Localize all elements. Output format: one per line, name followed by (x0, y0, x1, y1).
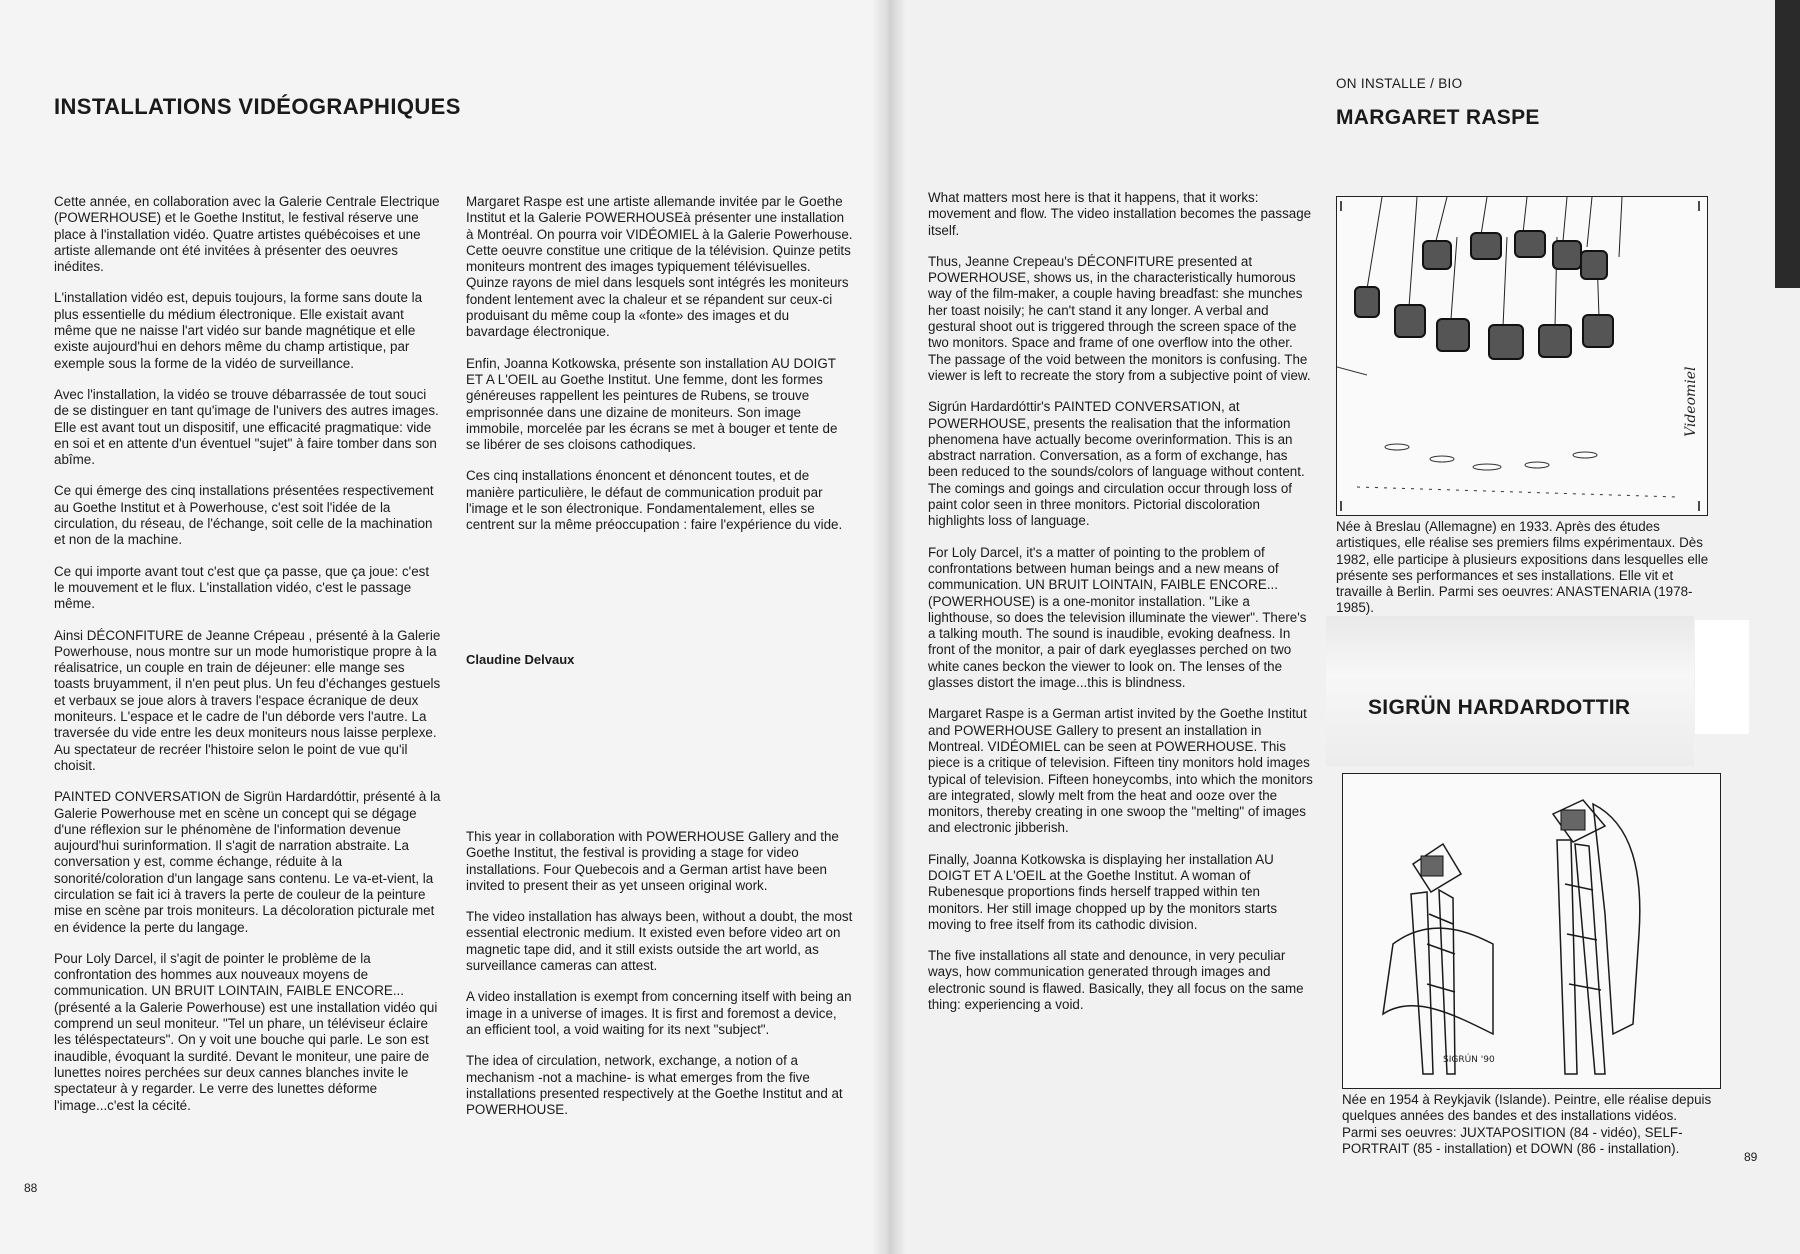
paragraph: L'installation vidéo est, depuis toujours, la forme sans doute la plus essentielle du médium électronique. Elle existait avant même que ne naisse l'art vidéo sur bande magnétique et elle existe aujourd'hui en dehors même du champ artistique, par exemple sous la forme de la vidéo de surveillance. (54, 290, 423, 371)
french-text-column-1 (54, 194, 442, 1129)
paragraph: The video installation has always been, without a doubt, the most essential electronic medium. It existed even before video art on magnetic tape did, and it still exists outside the art world, as surveillance cameras can attest. (466, 909, 853, 974)
paragraph: Ces cinq installations énoncent et dénoncent toutes, et de manière particulière, le défaut de communication produit par l'image et le son électronique. Fondamentalement, elles se centrent sur la même préoccupation : faire l'expérience du vide. (466, 468, 843, 533)
artist-name-heading: MARGARET RASPE (1336, 106, 1540, 129)
paragraph: Thus, Jeanne Crepeau's DÉCONFITURE presented at POWERHOUSE, shows us, in the characteristically humorous way of the film-maker, a couple having breadfast: she munches her toast noisily; he can't stand it any longer. A verbal and gestural shoot out is triggered through the screen space of the two monitors. Space and frame of one overflow into the other. The passage of the void between the monitors is confusing. The viewer is left to recreate the story from a subjective point of view. (928, 253, 1311, 383)
page-title: INSTALLATIONS VIDÉOGRAPHIQUES (54, 94, 461, 119)
paragraph: The five installations all state and denounce, in very peculiar ways, how communication generated through images and electronic sound is flawed. Basically, they all focus on the same thing: experiencing a void. (928, 948, 1304, 1013)
paragraph: Avec l'installation, la vidéo se trouve débarrassée de tout souci de se distinguer en tant qu'image de l'univers des autres images. Elle est avant tout un dispositif, une efficacité pragmatique: vide en soi et en attente d'un éventuel "sujet" à faire tomber dans son abîme. (54, 386, 439, 468)
paragraph: Margaret Raspe is a German artist invited by the Goethe Institut and POWERHOUSE Gallery to present an installation in Montreal. VIDÉOMIEL can be seen at POWERHOUSE. This piece is a critique of television. Fifteen tiny monitors hold images typical of television. Fifteen honeycombs, into which the monitors are integrated, slowly melt from the heat and ooze over the monitors, thereby creating in one swoop the "melting" of images and electronic jibberish. (928, 706, 1313, 836)
page-number: 89 (1744, 1150, 1758, 1164)
paragraph: This year in collaboration with POWERHOUSE Gallery and the Goethe Institut, the festival is providing a stage for video installations. Four Quebecois and a German artist have been invited to present their as yet unseen original work. (466, 829, 839, 893)
paragraph: PAINTED CONVERSATION de Sigrün Hardardóttir, présenté à la Galerie Powerhouse met en scène un concept qui se dégage d'une réflexion sur le phénomène de l'information devenue aujourd'hui surinformation. Il s'agit de narration abstraite. La conversation y est, comme échange, réduite à la sonorité/coloration d'un langage sans contenu. Le va-et-vient, la circulation se fait ici à travers la perte de couleur de la peinture mise en scène par trois moniteurs. La décoloration picturale met en évidence la perte du langage. (54, 789, 441, 935)
english-text-column (928, 190, 1313, 1028)
paragraph: Margaret Raspe est une artiste allemande invitée par le Goethe Institut et la Galerie POWERHOUSEà présenter une installation à Montréal. On pourra voir VIDÉOMIEL à la Galerie Powerhouse. Cette oeuvre constitue une critique de la télévision. Quinze petits moniteurs montrent des images typiquement télévisuelles. Quinze rayons de miel dans lesquels sont intégrés les moniteurs fondent lentement avec la chaleur et se répandent sur ceux-ci produisant du même coup la «fonte» des images et du bavardage électronique. (466, 194, 853, 340)
left-page (0, 0, 889, 1254)
paragraph: The idea of circulation, network, exchange, a notion of a mechanism -not a machine- is what emerges from the five installations presented respectively at the Goethe Institut and at POWERHOUSE. (466, 1053, 843, 1118)
painted-conversation-drawing (1342, 773, 1721, 1089)
paragraph: Ce qui importe avant tout c'est que ça passe, que ça joue: c'est le mouvement et le flux. L'installation vidéo, c'est le passage même. (54, 563, 430, 612)
artist-bio-caption (1342, 1092, 1712, 1157)
page-edge-tab (1775, 0, 1800, 288)
paragraph: Ainsi DÉCONFITURE de Jeanne Crépeau , présenté à la Galerie Powerhouse, nous montre sur un mode humoristique propre à la réalisatrice, un couple en train de déjeuner: elle mange ses toasts bruyamment, il n'en peut plus. Un feu d'échanges gestuels et verbaux se joue alors à travers l'espace écranique de deux moniteurs. L'espace et le cadre de l'un déborde vers l'autre. La traversée du vide entre les deux moniteurs nous laisse perplexe. Au spectateur de recréer l'histoire selon le point de vue qu'il choisit. (54, 627, 441, 773)
paragraph: Cette année, en collaboration avec la Galerie Centrale Electrique (POWERHOUSE) et le Goethe Institut, le festival réserve une place à l'installation vidéo. Quatre artistes québécoises et une artiste allemande ont été invitées à présenter des oeuvres inédites. (54, 194, 440, 275)
paragraph: What matters most here is that it happens, that it works: movement and flow. The video installation becomes the passage itself. (928, 190, 1312, 238)
figure-signature: Videomiel (1683, 366, 1699, 437)
section-kicker: ON INSTALLE / BIO (1336, 76, 1463, 91)
paragraph: Sigrún Hardardóttir's PAINTED CONVERSATION, at POWERHOUSE, presents the realisation that the information phenomena have actually become overinformation. This is an abstract narration. Conversation, as a form of exchange, has been reduced to the sounds/colors of language without content. The comings and goings and circulation occur through loss of paint color seen in three monitors. Pictorial discoloration highlights loss of language. (928, 399, 1305, 529)
artist-name-heading: SIGRÜN HARDARDOTTIR (1368, 696, 1631, 719)
paragraph: For Loly Darcel, it's a matter of pointing to the problem of confrontations between human beings and a new means of communication. UN BRUIT LOINTAIN, FAIBLE ENCORE... (POWERHOUSE) is a one-monitor installation. "Like a lighthouse, so does the television illuminate the viewer". There's a talking mouth. The sound is inaudible, evoking deafness. In front of the monitor, a pair of dark eyeglasses perched on two white canes beckon the viewer to look on. The lenses of the glasses distort the image...this is blindness. (928, 544, 1307, 691)
paragraph: Enfin, Joanna Kotkowska, présente son installation AU DOIGT ET A L'OEIL au Goethe Institut. Une femme, dont les formes généreuses rappellent les peintures de Rubens, se trouve emprisonnée dans une dizaine de moniteurs. Son image immobile, morcelée par les écrans se met à bouger et tente de se libérer de ses cloisons cathodiques. (466, 355, 838, 453)
sketch-illustration (1343, 774, 1720, 1088)
french-text-column-2 (466, 194, 854, 549)
videomiel-drawing (1336, 196, 1708, 516)
page-number: 88 (24, 1181, 38, 1195)
blank-patch (1695, 620, 1749, 734)
figure-signature: SIGRÚN '90 (1443, 1055, 1495, 1065)
artist-bio-caption (1336, 519, 1718, 617)
paragraph: A video installation is exempt from concerning itself with being an image in a universe of images. It is first and foremost a device, an efficient tool, a void waiting for its next "subject". (466, 989, 852, 1037)
caption-text: Née à Breslau (Allemagne) en 1933. Après des études artistiques, elle réalise ses premiers films expérimentaux. Dès 1982, elle participe à plusieurs expositions dans lesquelles elle présente ses performances et ses installations. Elle vit et travaille à Berlin. Parmi ses oeuvres: ANASTENARIA (1978-1985). (1336, 519, 1709, 616)
book-gutter-shadow (872, 0, 906, 1254)
english-text-column (466, 829, 854, 1133)
caption-text: Née en 1954 à Reykjavik (Islande). Peintre, elle réalise depuis quelques années des bandes et des installations vidéos. Parmi ses oeuvres: JUXTAPOSITION (84 - vidéo), SELF-PORTRAIT (85 - installation) et DOWN (86 - installation). (1342, 1092, 1712, 1156)
paragraph: Finally, Joanna Kotkowska is displaying her installation AU DOIGT ET A L'OEIL at the Goethe Institut. A woman of Rubenesque proportions finds herself trapped within ten monitors. Her still image chopped up by the monitors starts moving to free itself from its cathodic division. (928, 851, 1278, 932)
paper-fold (1326, 616, 1694, 766)
sketch-illustration (1337, 197, 1707, 515)
paragraph: Pour Loly Darcel, il s'agit de pointer le problème de la confrontation des hommes aux nouveaux moyens de communication. UN BRUIT LOINTAIN, FAIBLE ENCORE...(présenté a la Galerie Powerhouse) est une installation vidéo qui comprend un seul moniteur. "Tel un phare, un téléviseur éclaire les téléspectateurs". On y voit une bouche qui parle. Le son est inaudible, évoquant la surdité. Devant le moniteur, une paire de lunettes noires perchées sur deux cannes blanches invite le spectateur à y regarder. Le verre des lunettes déforme l'image...c'est la cécité. (54, 950, 438, 1113)
paragraph: Ce qui émerge des cinq installations présentées respectivement au Goethe Institut et à Powerhouse, c'est soit l'idée de la circulation, du réseau, de l'échange, soit celle de la machination et non de la machine. (54, 483, 434, 548)
author-name: Claudine Delvaux (466, 652, 575, 667)
